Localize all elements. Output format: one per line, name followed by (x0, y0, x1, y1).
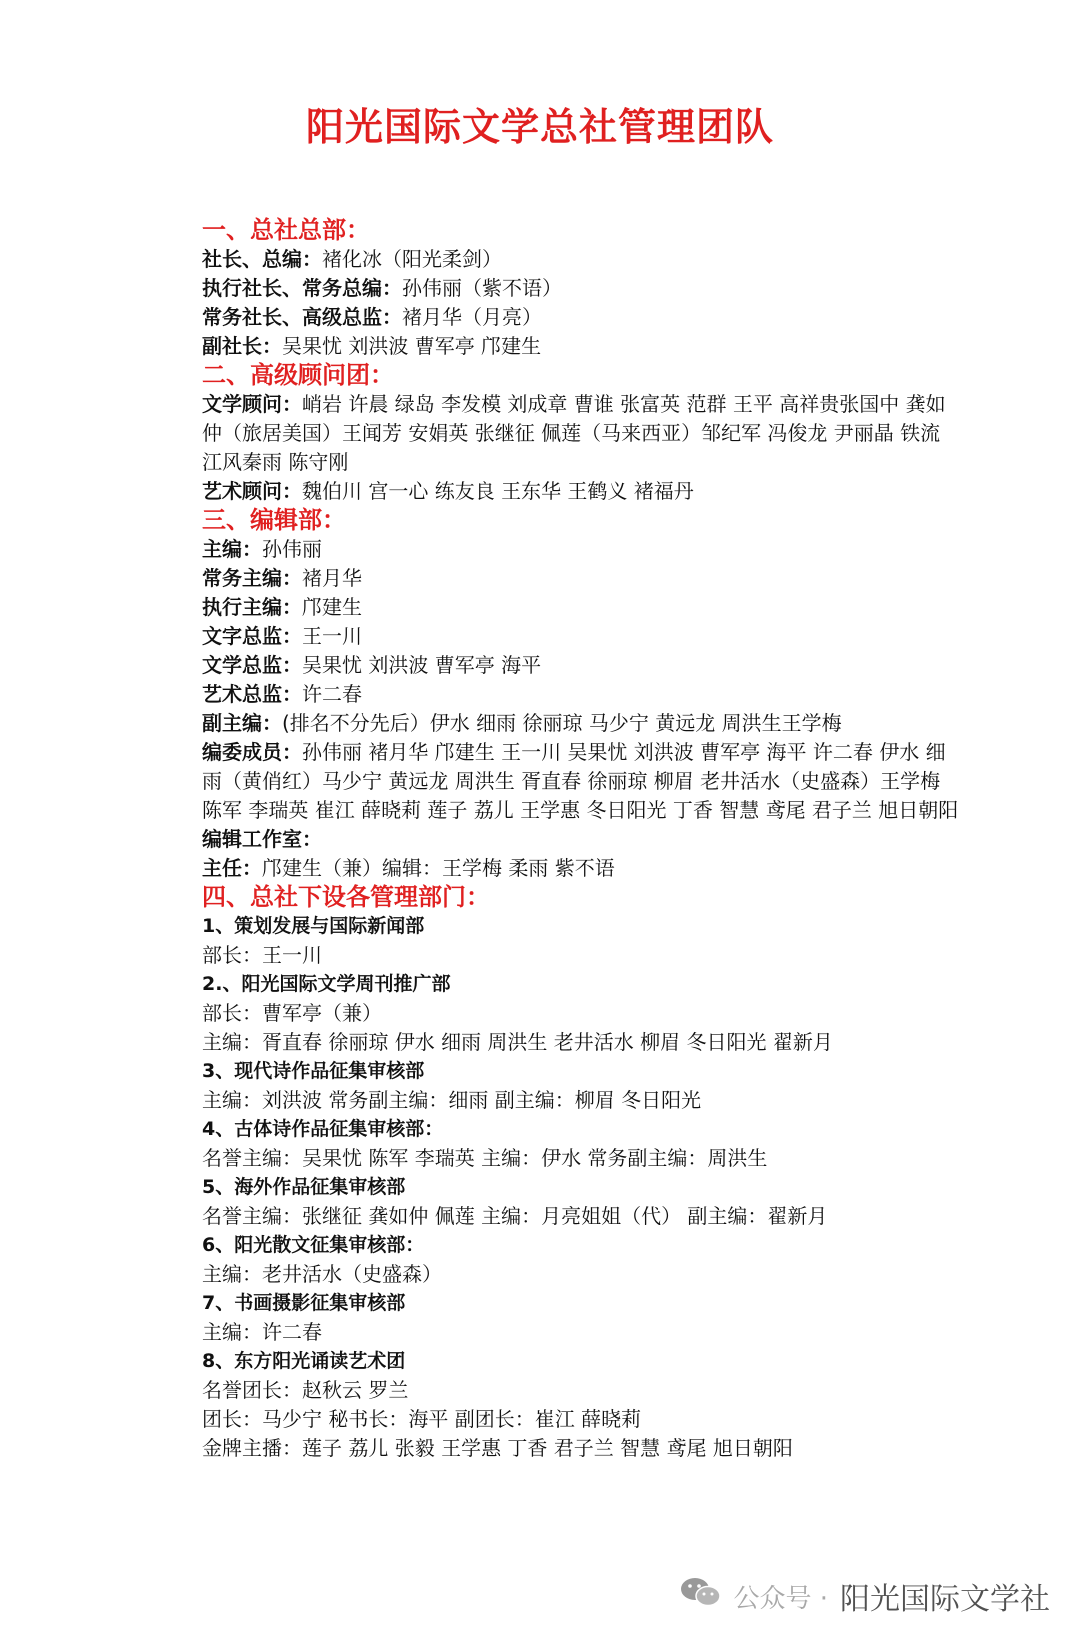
roster-line (202, 1405, 962, 1434)
member-names: 王一川 (302, 624, 362, 648)
roster-line (202, 535, 962, 564)
roster-line (202, 593, 962, 622)
department-title: 5、海外作品征集审核部 (202, 1176, 406, 1198)
wechat-icon (679, 1574, 723, 1618)
member-names: 孙伟丽（紫不语） (402, 276, 562, 300)
roster-line (202, 709, 962, 738)
member-names: 主编：胥直春 徐丽琼 伊水 细雨 周洪生 老井活水 柳眉 冬日阳光 翟新月 (202, 1030, 833, 1054)
department-title: 6、阳光散文征集审核部： (202, 1234, 425, 1256)
member-names: (排名不分先后）伊水 细雨 徐丽琼 马少宁 黄远龙 周洪生王学梅 (282, 711, 842, 735)
role-label: 常务社长、高级总监： (202, 305, 402, 329)
roster-line (202, 941, 962, 970)
role-label: 文学顾问： (202, 392, 302, 416)
department-title: 7、书画摄影征集审核部 (202, 1292, 406, 1314)
member-names: 峭岩 许晨 绿岛 李发模 刘成章 曹谁 张富英 范群 王平 高祥贵张国中 龚如仲（旅居美国）王闻芳 安娟英 张继征 佩莲（马来西亚）邹纪军 冯俊龙 尹丽晶 铁流 江风秦雨 陈守刚 (202, 392, 946, 474)
member-names: 褚化冰（阳光柔剑） (322, 247, 502, 271)
roster-line (202, 1144, 962, 1173)
roster-line (202, 999, 962, 1028)
role-label: 艺术顾问： (202, 479, 302, 503)
roster-line (202, 1260, 962, 1289)
role-label: 编辑工作室： (202, 827, 322, 851)
role-label: 编委成员： (202, 740, 302, 764)
role-label: 社长、总编： (202, 247, 322, 271)
role-label: 艺术总监： (202, 682, 302, 706)
member-names: 部长：王一川 (202, 943, 322, 967)
role-label: 执行主编： (202, 595, 302, 619)
page-title: 阳光国际文学总社管理团队 (305, 105, 774, 149)
section-heading: 一、总社总部： (202, 216, 370, 244)
roster-line (202, 332, 962, 361)
roster-line (202, 1086, 962, 1115)
roster-line (202, 680, 962, 709)
member-names: 主编：许二春 (202, 1320, 322, 1344)
member-names: 褚月华 (302, 566, 362, 590)
role-label: 副主编： (202, 711, 282, 735)
watermark-text: 阳光国际文学社 (840, 1582, 1050, 1617)
section-heading: 二、高级顾问团： (202, 361, 394, 389)
role-label: 副社长： (202, 334, 282, 358)
section-heading: 四、总社下设各管理部门： (202, 883, 490, 911)
document-body (202, 216, 962, 1463)
roster-line (202, 477, 962, 506)
department-title: 2.、阳光国际文学周刊推广部 (202, 973, 451, 995)
role-label: 文学总监： (202, 653, 302, 677)
role-label: 主任： (202, 856, 262, 880)
member-names: 主编：刘洪波 常务副主编：细雨 副主编：柳眉 冬日阳光 (202, 1088, 702, 1112)
member-names: 部长：曹军亭（兼） (202, 1001, 382, 1025)
roster-line (202, 738, 962, 825)
member-names: 名誉主编：张继征 龚如仲 佩莲 主编：月亮姐姐（代） 副主编：翟新月 (202, 1204, 828, 1228)
member-names: 孙伟丽 褚月华 邝建生 王一川 吴果忧 刘洪波 曹军亭 海平 许二春 伊水 细雨（黄俏红）马少宁 黄远龙 周洪生 胥直春 徐丽琼 柳眉 老井活水（史盛森）王学梅 陈军 李瑞英 崔江 薛晓莉 莲子 荔儿 王学惠 冬日阳光 丁香 智慧 鸢尾 君子兰 旭日朝阳 (202, 740, 959, 822)
roster-line (202, 1434, 962, 1463)
member-names: 许二春 (302, 682, 362, 706)
member-names: 邝建生 (302, 595, 362, 619)
roster-line (202, 564, 962, 593)
roster-line (202, 1376, 962, 1405)
member-names: 名誉主编：吴果忧 陈军 李瑞英 主编：伊水 常务副主编：周洪生 (202, 1146, 768, 1170)
member-names: 吴果忧 刘洪波 曹军亭 邝建生 (282, 334, 542, 358)
department-title: 8、东方阳光诵读艺术团 (202, 1350, 406, 1372)
role-label: 主编： (202, 537, 262, 561)
watermark-prefix: 公众号 · (733, 1583, 828, 1614)
member-names: 吴果忧 刘洪波 曹军亭 海平 (302, 653, 542, 677)
roster-line (202, 825, 962, 854)
roster-line (202, 651, 962, 680)
roster-line (202, 303, 962, 332)
member-names: 主编：老井活水（史盛森） (202, 1262, 442, 1286)
member-names: 团长：马少宁 秘书长：海平 副团长：崔江 薛晓莉 (202, 1407, 642, 1431)
role-label: 文字总监： (202, 624, 302, 648)
member-names: 孙伟丽 (262, 537, 322, 561)
department-title: 1、策划发展与国际新闻部 (202, 915, 425, 937)
section-heading: 三、编辑部： (202, 506, 346, 534)
member-names: 褚月华（月亮） (402, 305, 542, 329)
member-names: 名誉团长：赵秋云 罗兰 (202, 1378, 409, 1402)
role-label: 常务主编： (202, 566, 302, 590)
role-label: 执行社长、常务总编： (202, 276, 402, 300)
member-names: 邝建生（兼）编辑：王学梅 柔雨 紫不语 (262, 856, 615, 880)
member-names: 金牌主播：莲子 荔儿 张毅 王学惠 丁香 君子兰 智慧 鸢尾 旭日朝阳 (202, 1436, 793, 1460)
watermark (679, 1574, 1050, 1618)
roster-line (202, 274, 962, 303)
roster-line (202, 1318, 962, 1347)
roster-line (202, 622, 962, 651)
roster-line (202, 390, 962, 477)
roster-line (202, 1028, 962, 1057)
department-title: 3、现代诗作品征集审核部 (202, 1060, 425, 1082)
roster-line (202, 1202, 962, 1231)
member-names: 魏伯川 宫一心 练友良 王东华 王鹤义 褚福丹 (302, 479, 694, 503)
department-title: 4、古体诗作品征集审核部： (202, 1118, 444, 1140)
roster-line (202, 854, 962, 883)
roster-line (202, 245, 962, 274)
